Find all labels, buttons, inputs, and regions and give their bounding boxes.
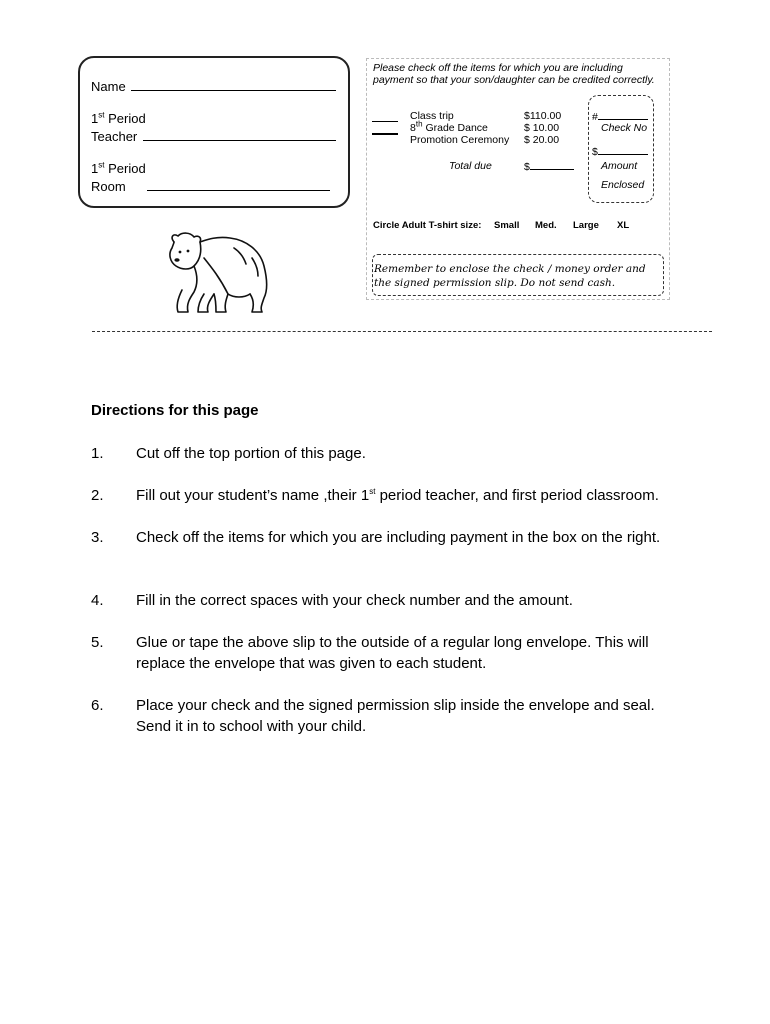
item-label: Class trip — [410, 110, 454, 122]
step-number: 3. — [91, 529, 104, 546]
step-text: Cut off the top portion of this page. — [136, 445, 366, 462]
size-option-xl[interactable]: XL — [617, 220, 630, 231]
step-number: 5. — [91, 634, 104, 651]
reminder-text: Remember to enclose the check / money order and the signed permission slip. Do not send cash. — [374, 263, 646, 289]
step-number: 6. — [91, 697, 104, 714]
check-number-field[interactable]: # — [592, 110, 648, 123]
step-number: 1. — [91, 445, 104, 462]
item-price: $110.00 — [524, 110, 562, 122]
item-price: $ 10.00 — [524, 122, 560, 134]
name-blank[interactable] — [131, 78, 336, 91]
total-due-field[interactable]: $ — [524, 160, 574, 173]
teacher-field[interactable] — [91, 128, 336, 145]
checkbox-grade-dance[interactable] — [372, 133, 398, 135]
room-label: Room — [91, 179, 126, 194]
step-text: Place your check and the signed permission slip inside the envelope and seal. Send it in to school with your child. — [136, 697, 655, 735]
enclosed-label: Enclosed — [601, 179, 645, 191]
step-text: Glue or tape the above slip to the outside of a regular long envelope. This will replace the envelope that was given to each student. — [136, 634, 649, 672]
teacher-blank[interactable] — [143, 128, 336, 141]
bear-icon — [164, 228, 276, 314]
name-field[interactable] — [91, 78, 336, 95]
step-number: 2. — [91, 487, 104, 504]
total-due-label: Total due — [449, 160, 492, 172]
checkbox-class-trip[interactable] — [372, 121, 398, 122]
teacher-label: Teacher — [91, 129, 138, 144]
period-label-1: 1st Period — [91, 110, 146, 126]
size-option-small[interactable]: Small — [494, 220, 520, 231]
size-option-large[interactable]: Large — [573, 220, 599, 231]
room-blank[interactable] — [147, 178, 330, 191]
step-text: Fill in the correct spaces with your check number and the amount. — [136, 592, 573, 609]
directions-title: Directions for this page — [91, 402, 259, 419]
cut-line — [92, 331, 712, 332]
amount-field[interactable]: $ — [592, 145, 648, 158]
room-field[interactable] — [91, 178, 330, 195]
payment-instruction: Please check off the items for which you are including payment so that your son/daughter can be credited correctly. — [373, 62, 655, 86]
step-number: 4. — [91, 592, 104, 609]
item-label: 8th Grade Dance — [410, 119, 488, 134]
size-option-medium[interactable]: Med. — [535, 220, 557, 231]
period-label-2: 1st Period — [91, 160, 146, 176]
name-label: Name — [91, 79, 126, 94]
step-text: Check off the items for which you are including payment in the box on the right. — [136, 529, 661, 546]
amount-label: Amount — [601, 160, 638, 172]
item-label: Promotion Ceremony — [410, 134, 510, 146]
step-text: Fill out your student’s name ,their 1st period teacher, and first period classroom. — [136, 487, 659, 504]
item-price: $ 20.00 — [524, 134, 560, 146]
check-no-label: Check No — [601, 122, 648, 134]
tshirt-size-label: Circle Adult T-shirt size: — [373, 220, 482, 231]
